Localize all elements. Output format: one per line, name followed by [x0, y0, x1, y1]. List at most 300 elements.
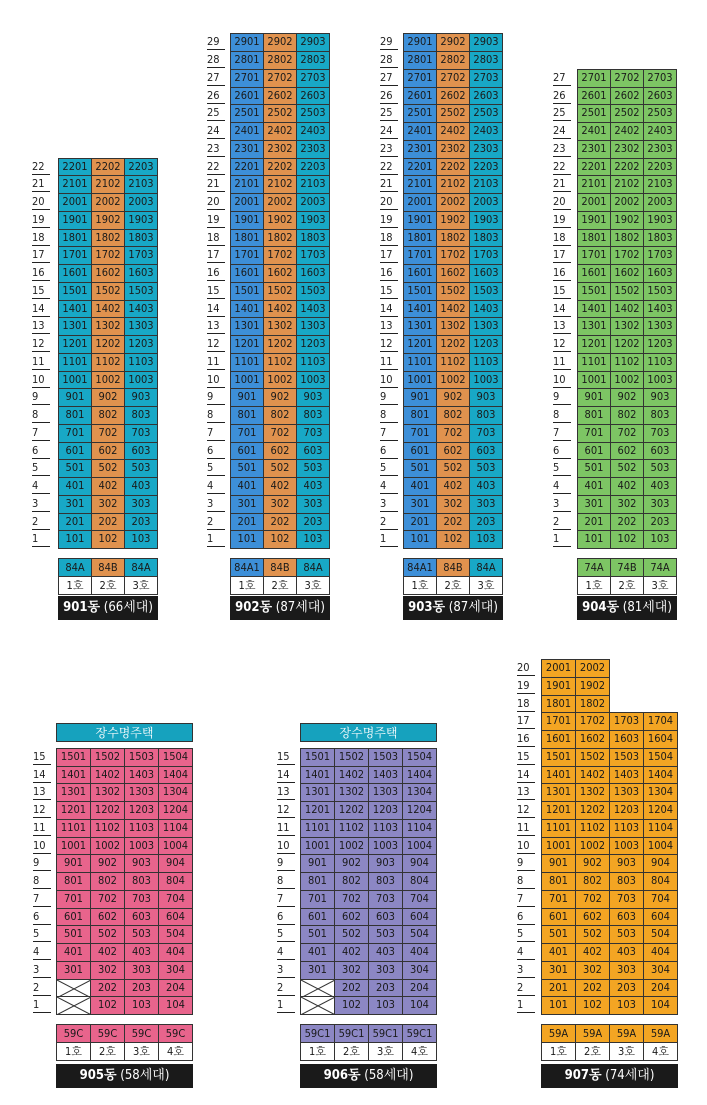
unit-cell[interactable]: 601: [577, 442, 611, 461]
unit-cell[interactable]: 901: [58, 388, 92, 407]
unit-cell[interactable]: 202: [263, 513, 297, 532]
unit-cell[interactable]: 402: [575, 943, 610, 962]
unit-cell[interactable]: 1901: [230, 211, 264, 230]
unit-cell[interactable]: 204: [643, 979, 678, 998]
unit-cell[interactable]: 2302: [436, 140, 470, 159]
unit-cell[interactable]: 202: [90, 979, 125, 998]
unit-cell[interactable]: 104: [158, 996, 193, 1015]
unit-cell[interactable]: 303: [368, 961, 403, 980]
unit-cell[interactable]: 603: [643, 442, 677, 461]
unit-cell[interactable]: 2702: [263, 69, 297, 88]
unit-cell[interactable]: 2102: [91, 175, 125, 194]
unit-cell[interactable]: 1203: [469, 335, 503, 354]
unit-cell[interactable]: 703: [469, 424, 503, 443]
unit-cell[interactable]: 1502: [575, 748, 610, 767]
unit-cell[interactable]: 302: [91, 495, 125, 514]
unit-cell[interactable]: 703: [643, 424, 677, 443]
unit-cell[interactable]: 1102: [263, 353, 297, 372]
unit-cell[interactable]: 102: [90, 996, 125, 1015]
unit-cell[interactable]: 1403: [124, 300, 158, 319]
unit-cell[interactable]: 902: [90, 854, 125, 873]
unit-cell[interactable]: 1802: [436, 229, 470, 248]
unit-cell[interactable]: 1802: [263, 229, 297, 248]
unit-cell[interactable]: 2001: [230, 193, 264, 212]
unit-cell[interactable]: 702: [263, 424, 297, 443]
unit-cell[interactable]: 301: [56, 961, 91, 980]
unit-cell[interactable]: 1003: [296, 371, 330, 390]
unit-cell[interactable]: 802: [575, 872, 610, 891]
unit-cell[interactable]: 801: [300, 872, 335, 891]
unit-cell[interactable]: 2401: [403, 122, 437, 141]
unit-cell[interactable]: 1104: [158, 819, 193, 838]
unit-cell[interactable]: 901: [300, 854, 335, 873]
unit-cell[interactable]: 2303: [469, 140, 503, 159]
unit-cell[interactable]: 1201: [300, 801, 335, 820]
unit-cell[interactable]: 2403: [296, 122, 330, 141]
unit-cell[interactable]: 401: [58, 477, 92, 496]
unit-cell[interactable]: 504: [402, 925, 437, 944]
unit-cell[interactable]: 703: [124, 424, 158, 443]
unit-cell[interactable]: 901: [56, 854, 91, 873]
unit-cell[interactable]: 502: [334, 925, 369, 944]
unit-cell[interactable]: 1501: [58, 282, 92, 301]
unit-cell[interactable]: 2303: [643, 140, 677, 159]
unit-cell[interactable]: 601: [230, 442, 264, 461]
unit-cell[interactable]: 1202: [610, 335, 644, 354]
unit-cell[interactable]: 2202: [91, 158, 125, 177]
unit-cell[interactable]: 503: [609, 925, 644, 944]
unit-cell[interactable]: 301: [577, 495, 611, 514]
unit-cell[interactable]: 1701: [403, 246, 437, 265]
unit-cell[interactable]: 201: [58, 513, 92, 532]
unit-cell[interactable]: 701: [403, 424, 437, 443]
unit-cell[interactable]: 1302: [436, 317, 470, 336]
unit-cell[interactable]: 1602: [436, 264, 470, 283]
unit-cell[interactable]: 403: [643, 477, 677, 496]
unit-cell[interactable]: 402: [263, 477, 297, 496]
unit-cell[interactable]: 2302: [263, 140, 297, 159]
unit-cell[interactable]: 1401: [230, 300, 264, 319]
unit-cell[interactable]: 502: [263, 459, 297, 478]
unit-cell[interactable]: 2703: [296, 69, 330, 88]
unit-cell[interactable]: 101: [230, 530, 264, 549]
unit-cell[interactable]: 1901: [58, 211, 92, 230]
unit-cell[interactable]: 1902: [436, 211, 470, 230]
unit-cell[interactable]: 1501: [577, 282, 611, 301]
unit-cell[interactable]: 401: [230, 477, 264, 496]
unit-cell[interactable]: 102: [91, 530, 125, 549]
unit-cell[interactable]: 801: [541, 872, 576, 891]
unit-cell[interactable]: 1203: [124, 801, 159, 820]
unit-cell[interactable]: 602: [90, 908, 125, 927]
unit-cell[interactable]: 402: [334, 943, 369, 962]
unit-cell[interactable]: 1402: [575, 766, 610, 785]
unit-cell[interactable]: 602: [575, 908, 610, 927]
unit-cell[interactable]: 1203: [609, 801, 644, 820]
unit-cell[interactable]: 1402: [91, 300, 125, 319]
unit-cell[interactable]: 1403: [368, 766, 403, 785]
unit-cell[interactable]: 201: [403, 513, 437, 532]
unit-cell[interactable]: 503: [643, 459, 677, 478]
unit-cell[interactable]: 1802: [610, 229, 644, 248]
unit-cell[interactable]: 1001: [541, 837, 576, 856]
unit-cell[interactable]: 602: [610, 442, 644, 461]
unit-cell[interactable]: 2503: [643, 104, 677, 123]
unit-cell[interactable]: 1201: [58, 335, 92, 354]
unit-cell[interactable]: 1404: [643, 766, 678, 785]
unit-cell[interactable]: 1204: [643, 801, 678, 820]
unit-cell[interactable]: 1302: [263, 317, 297, 336]
unit-cell[interactable]: 601: [300, 908, 335, 927]
unit-cell[interactable]: 2102: [263, 175, 297, 194]
unit-cell[interactable]: 2002: [91, 193, 125, 212]
unit-cell[interactable]: 2301: [230, 140, 264, 159]
unit-cell[interactable]: 301: [403, 495, 437, 514]
unit-cell[interactable]: 201: [577, 513, 611, 532]
unit-cell[interactable]: 1702: [263, 246, 297, 265]
unit-cell[interactable]: 203: [643, 513, 677, 532]
unit-cell[interactable]: 1303: [609, 783, 644, 802]
unit-cell[interactable]: 2701: [577, 69, 611, 88]
unit-cell[interactable]: 1204: [158, 801, 193, 820]
unit-cell[interactable]: 501: [577, 459, 611, 478]
unit-cell[interactable]: 2903: [469, 33, 503, 52]
unit-cell[interactable]: 801: [577, 406, 611, 425]
unit-cell[interactable]: 103: [643, 530, 677, 549]
unit-cell[interactable]: 2101: [58, 175, 92, 194]
unit-cell[interactable]: 2302: [610, 140, 644, 159]
unit-cell[interactable]: 1301: [577, 317, 611, 336]
unit-cell[interactable]: 103: [368, 996, 403, 1015]
unit-cell[interactable]: 1703: [124, 246, 158, 265]
unit-cell[interactable]: 2203: [469, 158, 503, 177]
unit-cell[interactable]: 1301: [541, 783, 576, 802]
unit-cell[interactable]: 1004: [158, 837, 193, 856]
unit-cell[interactable]: 304: [158, 961, 193, 980]
unit-cell[interactable]: 401: [577, 477, 611, 496]
unit-cell[interactable]: 2202: [436, 158, 470, 177]
unit-cell[interactable]: 602: [334, 908, 369, 927]
unit-cell[interactable]: 803: [296, 406, 330, 425]
unit-cell[interactable]: 801: [56, 872, 91, 891]
unit-cell[interactable]: 1103: [296, 353, 330, 372]
unit-cell[interactable]: 1702: [91, 246, 125, 265]
unit-cell[interactable]: 1803: [296, 229, 330, 248]
unit-cell[interactable]: 1201: [56, 801, 91, 820]
unit-cell[interactable]: 1602: [610, 264, 644, 283]
unit-cell[interactable]: 1202: [334, 801, 369, 820]
unit-cell[interactable]: 1502: [91, 282, 125, 301]
unit-cell[interactable]: 1001: [577, 371, 611, 390]
unit-cell[interactable]: 2202: [263, 158, 297, 177]
unit-cell[interactable]: 603: [296, 442, 330, 461]
unit-cell[interactable]: 801: [230, 406, 264, 425]
unit-cell[interactable]: 1504: [643, 748, 678, 767]
unit-cell[interactable]: 2502: [263, 104, 297, 123]
unit-cell[interactable]: 601: [403, 442, 437, 461]
unit-cell[interactable]: 2101: [577, 175, 611, 194]
unit-cell[interactable]: 302: [436, 495, 470, 514]
unit-cell[interactable]: 802: [91, 406, 125, 425]
unit-cell[interactable]: 502: [436, 459, 470, 478]
unit-cell[interactable]: 301: [300, 961, 335, 980]
unit-cell[interactable]: 1502: [334, 748, 369, 767]
unit-cell[interactable]: 1103: [124, 819, 159, 838]
unit-cell[interactable]: 803: [124, 406, 158, 425]
unit-cell[interactable]: 1201: [577, 335, 611, 354]
unit-cell[interactable]: 1003: [124, 837, 159, 856]
unit-cell[interactable]: 102: [436, 530, 470, 549]
unit-cell[interactable]: 1802: [91, 229, 125, 248]
unit-cell[interactable]: 1202: [91, 335, 125, 354]
unit-cell[interactable]: 2902: [263, 33, 297, 52]
unit-cell[interactable]: 301: [541, 961, 576, 980]
unit-cell[interactable]: 701: [541, 890, 576, 909]
unit-cell[interactable]: 1603: [469, 264, 503, 283]
unit-cell[interactable]: 904: [158, 854, 193, 873]
unit-cell[interactable]: 203: [368, 979, 403, 998]
unit-cell[interactable]: 1801: [58, 229, 92, 248]
unit-cell[interactable]: 2201: [230, 158, 264, 177]
unit-cell[interactable]: 1601: [403, 264, 437, 283]
unit-cell[interactable]: 303: [124, 495, 158, 514]
unit-cell[interactable]: 501: [58, 459, 92, 478]
unit-cell[interactable]: 603: [368, 908, 403, 927]
unit-cell[interactable]: 203: [469, 513, 503, 532]
unit-cell[interactable]: 202: [610, 513, 644, 532]
unit-cell[interactable]: 1101: [403, 353, 437, 372]
unit-cell[interactable]: 404: [402, 943, 437, 962]
unit-cell[interactable]: 2403: [469, 122, 503, 141]
unit-cell[interactable]: 1204: [402, 801, 437, 820]
unit-cell[interactable]: 1803: [643, 229, 677, 248]
unit-cell[interactable]: 1404: [402, 766, 437, 785]
unit-cell[interactable]: 502: [90, 925, 125, 944]
unit-cell[interactable]: 303: [469, 495, 503, 514]
unit-cell[interactable]: 201: [541, 979, 576, 998]
unit-cell[interactable]: 1701: [541, 712, 576, 731]
unit-cell[interactable]: 1801: [577, 229, 611, 248]
unit-cell[interactable]: 2801: [230, 51, 264, 70]
unit-cell[interactable]: 2201: [403, 158, 437, 177]
unit-cell[interactable]: 1101: [230, 353, 264, 372]
unit-cell[interactable]: 1303: [643, 317, 677, 336]
unit-cell[interactable]: 1402: [610, 300, 644, 319]
unit-cell[interactable]: 2501: [577, 104, 611, 123]
unit-cell[interactable]: 701: [56, 890, 91, 909]
unit-cell[interactable]: 2501: [230, 104, 264, 123]
unit-cell[interactable]: 701: [300, 890, 335, 909]
unit-cell[interactable]: 401: [541, 943, 576, 962]
unit-cell[interactable]: 2101: [403, 175, 437, 194]
unit-cell[interactable]: 102: [610, 530, 644, 549]
unit-cell[interactable]: 1104: [643, 819, 678, 838]
unit-cell[interactable]: 1403: [469, 300, 503, 319]
unit-cell[interactable]: 403: [609, 943, 644, 962]
unit-cell[interactable]: 1301: [58, 317, 92, 336]
unit-cell[interactable]: 803: [368, 872, 403, 891]
unit-cell[interactable]: 1601: [541, 730, 576, 749]
unit-cell[interactable]: 1701: [230, 246, 264, 265]
unit-cell[interactable]: 503: [124, 459, 158, 478]
unit-cell[interactable]: 1103: [609, 819, 644, 838]
unit-cell[interactable]: 1501: [300, 748, 335, 767]
unit-cell[interactable]: 2803: [296, 51, 330, 70]
unit-cell[interactable]: 1002: [610, 371, 644, 390]
unit-cell[interactable]: 1901: [577, 211, 611, 230]
unit-cell[interactable]: 1503: [124, 748, 159, 767]
unit-cell[interactable]: 1703: [643, 246, 677, 265]
unit-cell[interactable]: 1003: [609, 837, 644, 856]
unit-cell[interactable]: 2303: [296, 140, 330, 159]
unit-cell[interactable]: 403: [124, 477, 158, 496]
unit-cell[interactable]: 1402: [263, 300, 297, 319]
unit-cell[interactable]: 103: [609, 996, 644, 1015]
unit-cell[interactable]: 2901: [403, 33, 437, 52]
unit-cell[interactable]: 302: [610, 495, 644, 514]
unit-cell[interactable]: 1102: [575, 819, 610, 838]
unit-cell[interactable]: 404: [643, 943, 678, 962]
unit-cell[interactable]: 1503: [643, 282, 677, 301]
unit-cell[interactable]: 503: [469, 459, 503, 478]
unit-cell[interactable]: 604: [158, 908, 193, 927]
unit-cell[interactable]: 1101: [300, 819, 335, 838]
unit-cell[interactable]: 1803: [469, 229, 503, 248]
unit-cell[interactable]: 2903: [296, 33, 330, 52]
unit-cell[interactable]: 1403: [296, 300, 330, 319]
unit-cell[interactable]: 2502: [436, 104, 470, 123]
unit-cell[interactable]: 1002: [575, 837, 610, 856]
unit-cell[interactable]: 303: [124, 961, 159, 980]
unit-cell[interactable]: 1201: [230, 335, 264, 354]
unit-cell[interactable]: 101: [577, 530, 611, 549]
unit-cell[interactable]: 1402: [90, 766, 125, 785]
unit-cell[interactable]: 2403: [643, 122, 677, 141]
unit-cell[interactable]: 501: [300, 925, 335, 944]
unit-cell[interactable]: 1603: [124, 264, 158, 283]
unit-cell[interactable]: 2503: [296, 104, 330, 123]
unit-cell[interactable]: 1104: [402, 819, 437, 838]
unit-cell[interactable]: 203: [296, 513, 330, 532]
unit-cell[interactable]: 2902: [436, 33, 470, 52]
unit-cell[interactable]: 604: [643, 908, 678, 927]
unit-cell[interactable]: 504: [643, 925, 678, 944]
unit-cell[interactable]: 1103: [469, 353, 503, 372]
unit-cell[interactable]: 704: [158, 890, 193, 909]
unit-cell[interactable]: 1901: [403, 211, 437, 230]
unit-cell[interactable]: 1002: [91, 371, 125, 390]
unit-cell[interactable]: 2002: [263, 193, 297, 212]
unit-cell[interactable]: 2402: [610, 122, 644, 141]
unit-cell[interactable]: 501: [403, 459, 437, 478]
unit-cell[interactable]: 103: [124, 530, 158, 549]
unit-cell[interactable]: 1003: [469, 371, 503, 390]
unit-cell[interactable]: 1301: [403, 317, 437, 336]
unit-cell[interactable]: 2002: [610, 193, 644, 212]
unit-cell[interactable]: 1501: [230, 282, 264, 301]
unit-cell[interactable]: 1401: [541, 766, 576, 785]
unit-cell[interactable]: 1801: [230, 229, 264, 248]
unit-cell[interactable]: 701: [230, 424, 264, 443]
unit-cell[interactable]: 2103: [643, 175, 677, 194]
unit-cell[interactable]: 104: [402, 996, 437, 1015]
unit-cell[interactable]: 2203: [643, 158, 677, 177]
unit-cell[interactable]: 1103: [368, 819, 403, 838]
unit-cell[interactable]: 1801: [541, 695, 576, 714]
unit-cell[interactable]: 1501: [403, 282, 437, 301]
unit-cell[interactable]: 1803: [124, 229, 158, 248]
unit-cell[interactable]: 1603: [643, 264, 677, 283]
unit-cell[interactable]: 704: [402, 890, 437, 909]
unit-cell[interactable]: 1703: [296, 246, 330, 265]
unit-cell[interactable]: 1302: [575, 783, 610, 802]
unit-cell[interactable]: 703: [124, 890, 159, 909]
unit-cell[interactable]: 2603: [643, 87, 677, 106]
unit-cell[interactable]: 603: [124, 442, 158, 461]
unit-cell[interactable]: 2101: [230, 175, 264, 194]
unit-cell[interactable]: 802: [90, 872, 125, 891]
unit-cell[interactable]: 801: [58, 406, 92, 425]
unit-cell[interactable]: 701: [577, 424, 611, 443]
unit-cell[interactable]: 1401: [403, 300, 437, 319]
unit-cell[interactable]: 1403: [124, 766, 159, 785]
unit-cell[interactable]: 1302: [334, 783, 369, 802]
unit-cell[interactable]: 1003: [124, 371, 158, 390]
unit-cell[interactable]: 2003: [296, 193, 330, 212]
unit-cell[interactable]: 1002: [263, 371, 297, 390]
unit-cell[interactable]: 203: [124, 979, 159, 998]
unit-cell[interactable]: 1301: [56, 783, 91, 802]
unit-cell[interactable]: 601: [58, 442, 92, 461]
unit-cell[interactable]: 1401: [300, 766, 335, 785]
unit-cell[interactable]: 1403: [643, 300, 677, 319]
unit-cell[interactable]: 1701: [58, 246, 92, 265]
unit-cell[interactable]: 1301: [300, 783, 335, 802]
unit-cell[interactable]: 1601: [58, 264, 92, 283]
unit-cell[interactable]: 1404: [158, 766, 193, 785]
unit-cell[interactable]: 1303: [296, 317, 330, 336]
unit-cell[interactable]: 502: [610, 459, 644, 478]
unit-cell[interactable]: 2601: [577, 87, 611, 106]
unit-cell[interactable]: 2102: [436, 175, 470, 194]
unit-cell[interactable]: 304: [643, 961, 678, 980]
unit-cell[interactable]: 603: [124, 908, 159, 927]
unit-cell[interactable]: 1304: [158, 783, 193, 802]
unit-cell[interactable]: 203: [124, 513, 158, 532]
unit-cell[interactable]: 303: [643, 495, 677, 514]
unit-cell[interactable]: 1802: [575, 695, 610, 714]
unit-cell[interactable]: 802: [263, 406, 297, 425]
unit-cell[interactable]: 1503: [469, 282, 503, 301]
unit-cell[interactable]: 2202: [610, 158, 644, 177]
unit-cell[interactable]: 2003: [469, 193, 503, 212]
unit-cell[interactable]: 601: [541, 908, 576, 927]
unit-cell[interactable]: 902: [436, 388, 470, 407]
unit-cell[interactable]: 601: [56, 908, 91, 927]
unit-cell[interactable]: 1401: [58, 300, 92, 319]
unit-cell[interactable]: 2603: [296, 87, 330, 106]
unit-cell[interactable]: 1203: [643, 335, 677, 354]
unit-cell[interactable]: 102: [263, 530, 297, 549]
unit-cell[interactable]: 403: [368, 943, 403, 962]
unit-cell[interactable]: 2703: [469, 69, 503, 88]
unit-cell[interactable]: 1002: [90, 837, 125, 856]
unit-cell[interactable]: 2203: [124, 158, 158, 177]
unit-cell[interactable]: 1502: [436, 282, 470, 301]
unit-cell[interactable]: 2802: [436, 51, 470, 70]
unit-cell[interactable]: 1102: [334, 819, 369, 838]
unit-cell[interactable]: 2601: [403, 87, 437, 106]
